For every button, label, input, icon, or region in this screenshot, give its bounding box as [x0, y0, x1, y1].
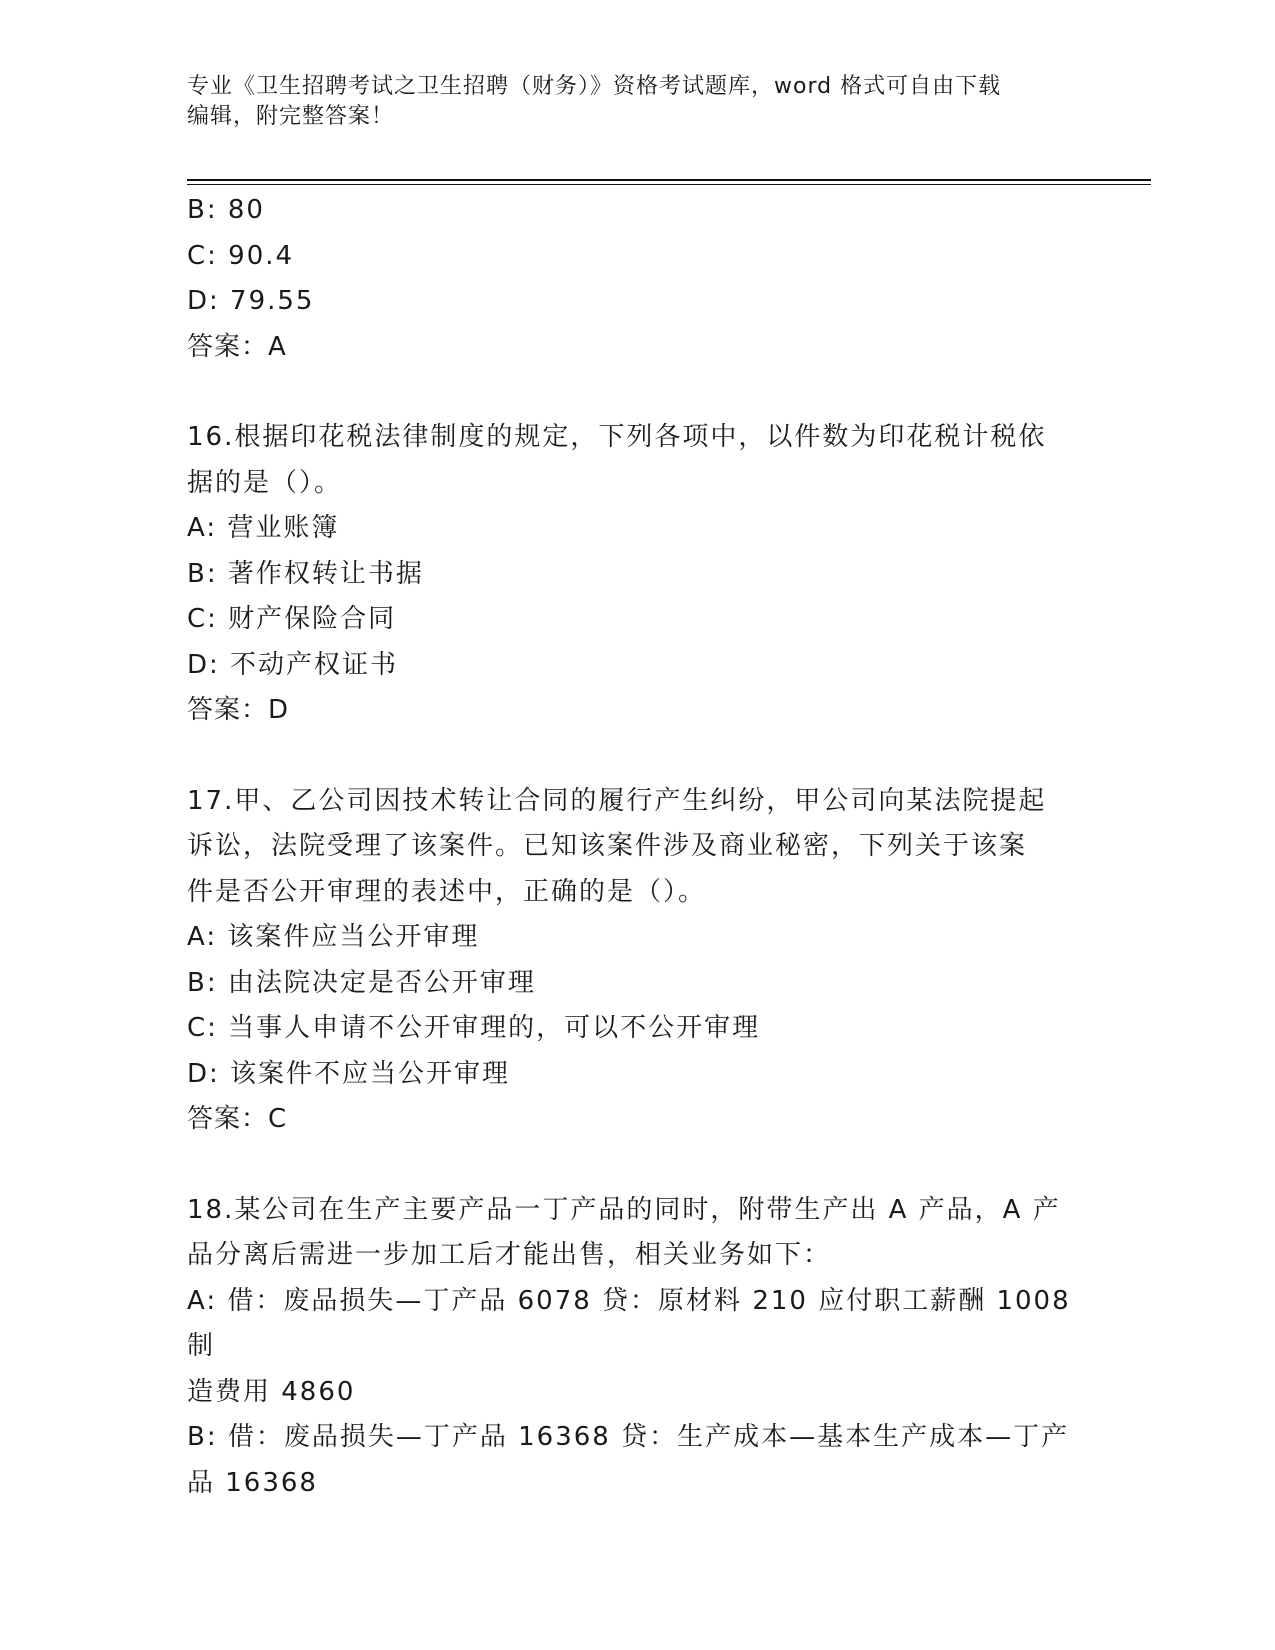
- option-a: A: 该案件应当公开审理: [187, 922, 480, 952]
- answer-line: 答案：A: [187, 331, 287, 362]
- spacer: [187, 734, 1087, 779]
- question-stem-line: 16.根据印花税法律制度的规定，下列各项中，以件数为印花税计税依: [187, 422, 1047, 452]
- document-header: [187, 72, 1067, 132]
- option-a-continued: 造费用 4860: [187, 1376, 356, 1407]
- option-b: B: 80: [187, 195, 265, 225]
- header-line-2: 编辑，附完整答案！: [187, 104, 395, 129]
- option-b: B: 由法院决定是否公开审理: [187, 967, 536, 998]
- question-content: [187, 188, 1087, 1506]
- header-divider-thick: [187, 179, 1151, 181]
- question-16: [187, 415, 1087, 734]
- option-c: C: 当事人申请不公开审理的，可以不公开审理: [187, 1013, 761, 1043]
- option-a: A: 营业账簿: [187, 513, 340, 543]
- question-stem-line: 18.某公司在生产主要产品一丁产品的同时，附带生产出 A 产品，A 产: [187, 1194, 1061, 1225]
- option-a: A: 借：废品损失—丁产品 6078 贷：原材料 210 应付职工薪酬 1008 制: [187, 1285, 1081, 1361]
- option-b: B: 借：废品损失—丁产品 16368 贷：生产成本—基本生产成本—丁产: [187, 1422, 1070, 1452]
- option-d: D: 该案件不应当公开审理: [187, 1058, 511, 1089]
- header-line-1: 专业《卫生招聘考试之卫生招聘（财务）》资格考试题库，word 格式可自由下载: [187, 74, 1002, 99]
- question-stem-line: 品分离后需进一步加工后才能出售，相关业务如下：: [187, 1240, 832, 1270]
- option-c: C: 90.4: [187, 240, 295, 271]
- question-stem-line: 据的是（）。: [187, 467, 343, 498]
- option-c: C: 财产保险合同: [187, 604, 397, 634]
- question-15-continued: [187, 188, 1087, 370]
- option-b: B: 著作权转让书据: [187, 558, 424, 589]
- question-stem-line: 诉讼，法院受理了该案件。已知该案件涉及商业秘密，下列关于该案: [187, 831, 1028, 861]
- question-stem-line: 17.甲、乙公司因技术转让合同的履行产生纠纷，甲公司向某法院提起: [187, 785, 1047, 816]
- option-d: D: 79.55: [187, 286, 315, 316]
- question-stem-line: 件是否公开审理的表述中，正确的是（）。: [187, 876, 707, 907]
- answer-line: 答案：C: [187, 1104, 288, 1134]
- question-18: [187, 1188, 1087, 1507]
- option-b-continued: 品 16368: [187, 1467, 318, 1498]
- option-d: D: 不动产权证书: [187, 649, 399, 680]
- question-17: [187, 779, 1087, 1143]
- header-divider-thin: [187, 184, 1151, 185]
- answer-line: 答案：D: [187, 695, 290, 725]
- spacer: [187, 370, 1087, 415]
- spacer: [187, 1143, 1087, 1188]
